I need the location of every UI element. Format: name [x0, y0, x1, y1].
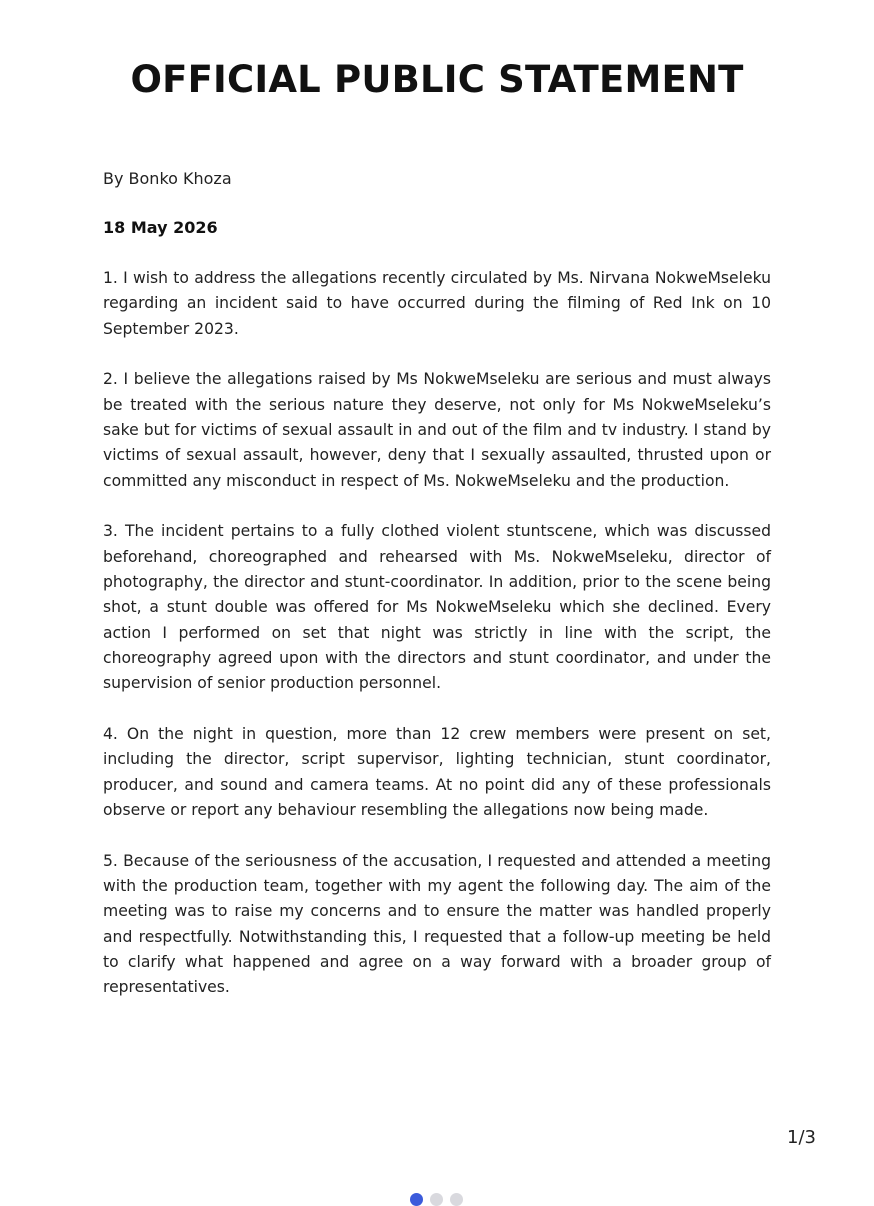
author-byline: By Bonko Khoza: [103, 169, 232, 188]
document-title: OFFICIAL PUBLIC STATEMENT: [130, 58, 744, 101]
statement-date: 18 May 2026: [103, 218, 218, 237]
paragraph-5: 5. Because of the seriousness of the accusation, I requested and attended a meeting with the production team, together with my agent the following day. The aim of the meeting was to raise my concerns and to ensure the matter was handled properly and respectfully. Notwithstanding this, I requested that a follow-up meeting be held to clarify what happened and agree on a way forward with a broader group of representatives.: [103, 851, 771, 997]
page-number: 1/3: [787, 1127, 816, 1148]
paragraph-2: 2. I believe the allegations raised by Ms NokweMseleku are serious and must always be treated with the serious nature they deserve, not only for Ms NokweMseleku’s sake but for victims of sexual assault in and out of the film and tv industry. I stand by victims of sexual assault, however, deny that I sexually assaulted, thrusted upon or committed any misconduct in respect of Ms. NokweMseleku and the production.: [103, 370, 771, 490]
paragraph-3: 3. The incident pertains to a fully clothed violent stuntscene, which was discussed beforehand, choreographed and rehearsed with Ms. NokweMseleku, director of photography, the director and stunt-coordinator. In addition, prior to the scene being shot, a stunt double was offered for Ms NokweMseleku which she declined. Every action I performed on set that night was strictly in line with the script, the choreography agreed upon with the directors and stunt coordinator, and under the supervision of senior production personnel.: [103, 522, 771, 693]
paragraph-4: 4. On the night in question, more than 12 crew members were present on set, including the director, script supervisor, lighting technician, stunt coordinator, producer, and sound and camera teams. At no point did any of these professionals observe or report any behaviour resembling the allegations now being made.: [103, 724, 771, 819]
paragraph-1: 1. I wish to address the allegations recently circulated by Ms. Nirvana NokweMseleku regarding an incident said to have occurred during the filming of Red Ink on 10 September 2023.: [103, 269, 771, 338]
statement-body: [103, 266, 771, 1026]
